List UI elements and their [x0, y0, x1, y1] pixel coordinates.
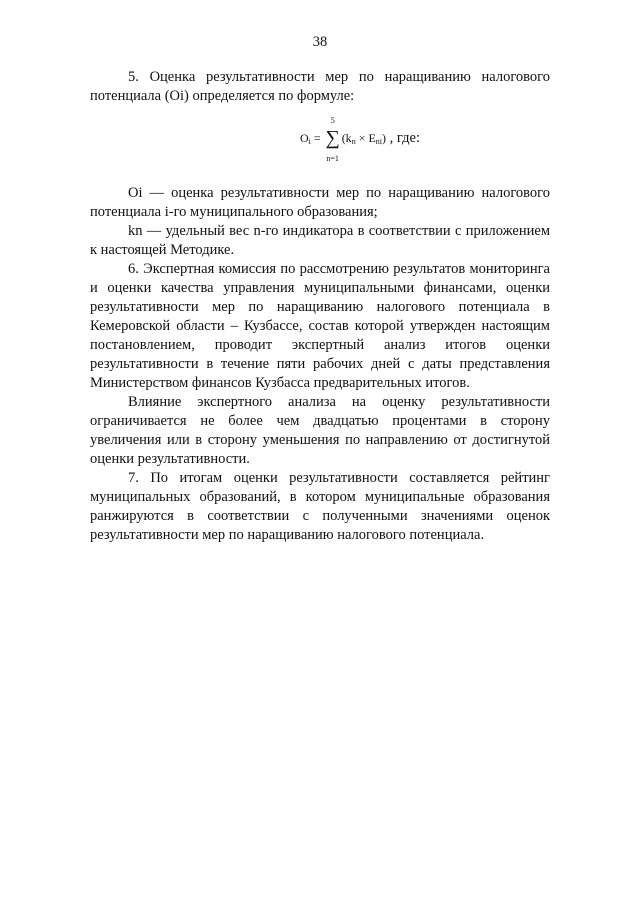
page-number: 38 — [312, 34, 328, 50]
formula-close: ) — [382, 130, 387, 145]
sum-operator — [324, 116, 342, 163]
definition-oi: Оi — оценка результативности мер по наращиванию налогового потенциала i-го муниципального образования; — [90, 185, 550, 220]
formula-e-sub: ni — [375, 136, 383, 146]
formula-lhs-sub: i — [308, 136, 311, 146]
formula-open: (k — [341, 130, 352, 145]
definition-kn: kn — удельный вес n-го индикатора в соответствии с приложением к настоящей Методике. — [90, 223, 550, 258]
formula — [90, 106, 550, 176]
sum-lower-limit: n=1 — [326, 154, 339, 163]
paragraph-influence: Влияние экспертного анализа на оценку результативности ограничивается не более чем двадцатью процентами в сторону увеличения или в сторону уменьшения по направлению от достигнутой оценки результативности. — [90, 394, 550, 467]
sigma-symbol: ∑ — [325, 127, 340, 149]
paragraph-5: 5. Оценка результативности мер по наращиванию налогового потенциала (Оi) определяется по формуле: — [90, 69, 550, 104]
document-body — [90, 68, 550, 545]
formula-expression — [300, 116, 420, 163]
formula-tail: , где: — [386, 129, 420, 146]
formula-k-sub: n — [351, 136, 356, 146]
formula-lhs: O — [300, 130, 309, 145]
sum-upper-limit: 5 — [330, 116, 335, 125]
formula-equals: = — [310, 130, 324, 145]
paragraph-6: 6. Экспертная комиссия по рассмотрению результатов мониторинга и оценки качества управления муниципальными финансами, оценки результативности мер по наращиванию налогового потенциала в Кемеровской области – Кузбассе, состав которой утвержден настоящим постановлением, проводит экспертный анализ итогов оценки результативности в течение пяти рабочих дней с даты представления Министерством финансов Кузбасса предварительных итогов. — [90, 261, 550, 391]
formula-times: × E — [355, 130, 376, 145]
spacer — [90, 176, 550, 184]
paragraph-7: 7. По итогам оценки результативности составляется рейтинг муниципальных образований, в котором муниципальные образования ранжируются в соответствии с полученными значениями оценок результативности мер по наращиванию налогового потенциала. — [90, 470, 550, 543]
